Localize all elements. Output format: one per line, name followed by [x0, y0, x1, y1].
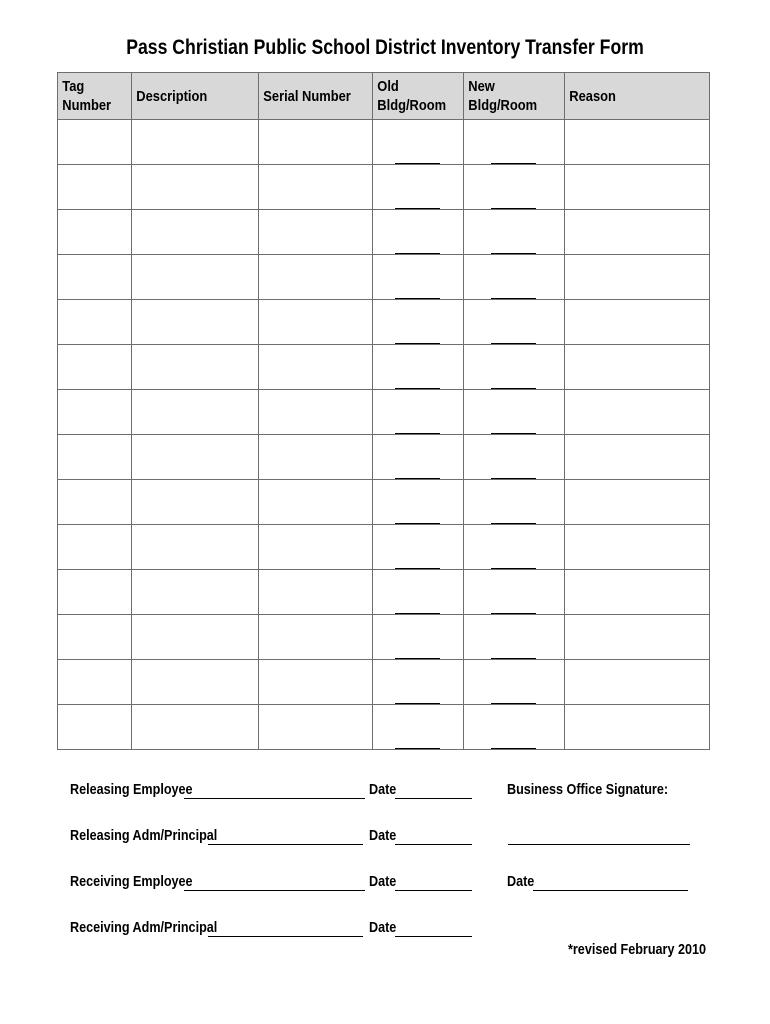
- reason-cell[interactable]: [565, 390, 710, 435]
- old-bldg-room-cell[interactable]: [373, 480, 464, 525]
- serial-number-cell[interactable]: [259, 210, 373, 255]
- old-bldg-room-cell[interactable]: [373, 570, 464, 615]
- description-cell[interactable]: [132, 120, 259, 165]
- new-bldg-room-cell[interactable]: [464, 615, 565, 660]
- table-row: [58, 165, 710, 210]
- reason-cell[interactable]: [565, 255, 710, 300]
- tag-number-cell[interactable]: [58, 300, 132, 345]
- receiving-adm-signature-line[interactable]: [208, 936, 363, 937]
- table-row: [58, 345, 710, 390]
- description-cell[interactable]: [132, 570, 259, 615]
- table-row: [58, 255, 710, 300]
- new-bldg-room-cell[interactable]: [464, 390, 565, 435]
- new-bldg-room-cell[interactable]: [464, 705, 565, 750]
- table-row: [58, 570, 710, 615]
- date-label: Date: [369, 781, 397, 798]
- old-bldg-room-cell[interactable]: [373, 615, 464, 660]
- reason-cell[interactable]: [565, 120, 710, 165]
- releasing-adm-signature-line[interactable]: [208, 844, 363, 845]
- tag-number-cell[interactable]: [58, 210, 132, 255]
- serial-number-cell[interactable]: [259, 705, 373, 750]
- old-bldg-room-cell[interactable]: [373, 210, 464, 255]
- column-header-tag-number: [58, 73, 132, 120]
- old-bldg-room-cell[interactable]: [373, 345, 464, 390]
- serial-number-cell[interactable]: [259, 435, 373, 480]
- reason-cell[interactable]: [565, 570, 710, 615]
- table-row: [58, 210, 710, 255]
- reason-cell[interactable]: [565, 210, 710, 255]
- date-label: Date: [369, 827, 397, 844]
- receiving-employee-signature-line[interactable]: [184, 890, 365, 891]
- reason-cell[interactable]: [565, 435, 710, 480]
- new-bldg-room-cell[interactable]: [464, 345, 565, 390]
- description-cell[interactable]: [132, 435, 259, 480]
- description-cell[interactable]: [132, 705, 259, 750]
- old-bldg-room-cell[interactable]: [373, 435, 464, 480]
- releasing-employee-signature-line[interactable]: [184, 798, 365, 799]
- releasing-employee-date-line[interactable]: [395, 798, 472, 799]
- new-bldg-room-cell[interactable]: [464, 480, 565, 525]
- table-row: [58, 480, 710, 525]
- serial-number-cell[interactable]: [259, 615, 373, 660]
- description-cell[interactable]: [132, 210, 259, 255]
- reason-cell[interactable]: [565, 165, 710, 210]
- date-label: Date: [369, 873, 397, 890]
- description-cell[interactable]: [132, 345, 259, 390]
- new-bldg-room-blank-line: [491, 748, 536, 749]
- description-cell[interactable]: [132, 525, 259, 570]
- table-row: [58, 660, 710, 705]
- table-header-row: [58, 73, 710, 120]
- revision-note: *revised February 2010: [568, 941, 706, 958]
- column-header-reason: [565, 73, 710, 120]
- reason-cell[interactable]: [565, 705, 710, 750]
- tag-number-cell[interactable]: [58, 165, 132, 210]
- column-header-label: Reason: [569, 87, 616, 105]
- description-cell[interactable]: [132, 165, 259, 210]
- business-office-date-line[interactable]: [533, 890, 688, 891]
- column-header-label: Serial Number: [263, 87, 351, 105]
- old-bldg-room-cell[interactable]: [373, 120, 464, 165]
- tag-number-cell[interactable]: [58, 345, 132, 390]
- serial-number-cell[interactable]: [259, 120, 373, 165]
- description-cell[interactable]: [132, 300, 259, 345]
- description-cell[interactable]: [132, 615, 259, 660]
- old-bldg-room-cell[interactable]: [373, 300, 464, 345]
- serial-number-cell[interactable]: [259, 345, 373, 390]
- serial-number-cell[interactable]: [259, 525, 373, 570]
- description-cell[interactable]: [132, 480, 259, 525]
- releasing-adm-label: Releasing Adm/Principal: [70, 827, 218, 844]
- tag-number-cell[interactable]: [58, 435, 132, 480]
- date-label: Date: [369, 919, 397, 936]
- receiving-adm-label: Receiving Adm/Principal: [70, 919, 218, 936]
- business-office-signature-label: Business Office Signature:: [507, 781, 669, 798]
- receiving-adm-date-line[interactable]: [395, 936, 472, 937]
- serial-number-cell[interactable]: [259, 255, 373, 300]
- tag-number-cell[interactable]: [58, 570, 132, 615]
- table-row: [58, 705, 710, 750]
- old-bldg-room-cell[interactable]: [373, 660, 464, 705]
- tag-number-cell[interactable]: [58, 480, 132, 525]
- tag-number-cell[interactable]: [58, 120, 132, 165]
- serial-number-cell[interactable]: [259, 165, 373, 210]
- releasing-employee-label: Releasing Employee: [70, 781, 193, 798]
- column-header-description: [132, 73, 259, 120]
- new-bldg-room-cell[interactable]: [464, 525, 565, 570]
- new-bldg-room-cell[interactable]: [464, 435, 565, 480]
- business-office-date-label: Date: [507, 873, 535, 890]
- reason-cell[interactable]: [565, 525, 710, 570]
- reason-cell[interactable]: [565, 660, 710, 705]
- new-bldg-room-cell[interactable]: [464, 660, 565, 705]
- tag-number-cell[interactable]: [58, 255, 132, 300]
- column-header-old-bldg-room: [373, 73, 464, 120]
- business-office-signature-line[interactable]: [508, 844, 690, 845]
- form-title: Pass Christian Public School District Inventory Transfer Form: [126, 36, 644, 59]
- serial-number-cell[interactable]: [259, 480, 373, 525]
- table-row: [58, 525, 710, 570]
- serial-number-cell[interactable]: [259, 660, 373, 705]
- table-row: [58, 390, 710, 435]
- column-header-label: Description: [136, 87, 208, 105]
- tag-number-cell[interactable]: [58, 525, 132, 570]
- receiving-employee-date-line[interactable]: [395, 890, 472, 891]
- column-header-new-bldg-room: [464, 73, 565, 120]
- serial-number-cell[interactable]: [259, 390, 373, 435]
- new-bldg-room-cell[interactable]: [464, 210, 565, 255]
- old-bldg-room-cell[interactable]: [373, 525, 464, 570]
- reason-cell[interactable]: [565, 480, 710, 525]
- tag-number-cell[interactable]: [58, 705, 132, 750]
- old-bldg-room-blank-line: [395, 748, 440, 749]
- reason-cell[interactable]: [565, 615, 710, 660]
- tag-number-cell[interactable]: [58, 660, 132, 705]
- new-bldg-room-cell[interactable]: [464, 570, 565, 615]
- new-bldg-room-cell[interactable]: [464, 120, 565, 165]
- new-bldg-room-cell[interactable]: [464, 255, 565, 300]
- tag-number-cell[interactable]: [58, 390, 132, 435]
- receiving-employee-label: Receiving Employee: [70, 873, 193, 890]
- old-bldg-room-cell[interactable]: [373, 165, 464, 210]
- table-row: [58, 300, 710, 345]
- new-bldg-room-cell[interactable]: [464, 300, 565, 345]
- serial-number-cell[interactable]: [259, 300, 373, 345]
- new-bldg-room-cell[interactable]: [464, 165, 565, 210]
- column-header-label: New Bldg/Room: [468, 78, 538, 114]
- old-bldg-room-cell[interactable]: [373, 705, 464, 750]
- column-header-label: Old Bldg/Room: [377, 78, 447, 114]
- old-bldg-room-cell[interactable]: [373, 255, 464, 300]
- reason-cell[interactable]: [565, 345, 710, 390]
- serial-number-cell[interactable]: [259, 570, 373, 615]
- reason-cell[interactable]: [565, 300, 710, 345]
- description-cell[interactable]: [132, 390, 259, 435]
- old-bldg-room-cell[interactable]: [373, 390, 464, 435]
- table-row: [58, 435, 710, 480]
- description-cell[interactable]: [132, 255, 259, 300]
- table-row: [58, 615, 710, 660]
- table-row: [58, 120, 710, 165]
- description-cell[interactable]: [132, 660, 259, 705]
- column-header-label: Tag Number: [62, 78, 112, 114]
- inventory-table: [57, 72, 710, 750]
- tag-number-cell[interactable]: [58, 615, 132, 660]
- releasing-adm-date-line[interactable]: [395, 844, 472, 845]
- column-header-serial-number: [259, 73, 373, 120]
